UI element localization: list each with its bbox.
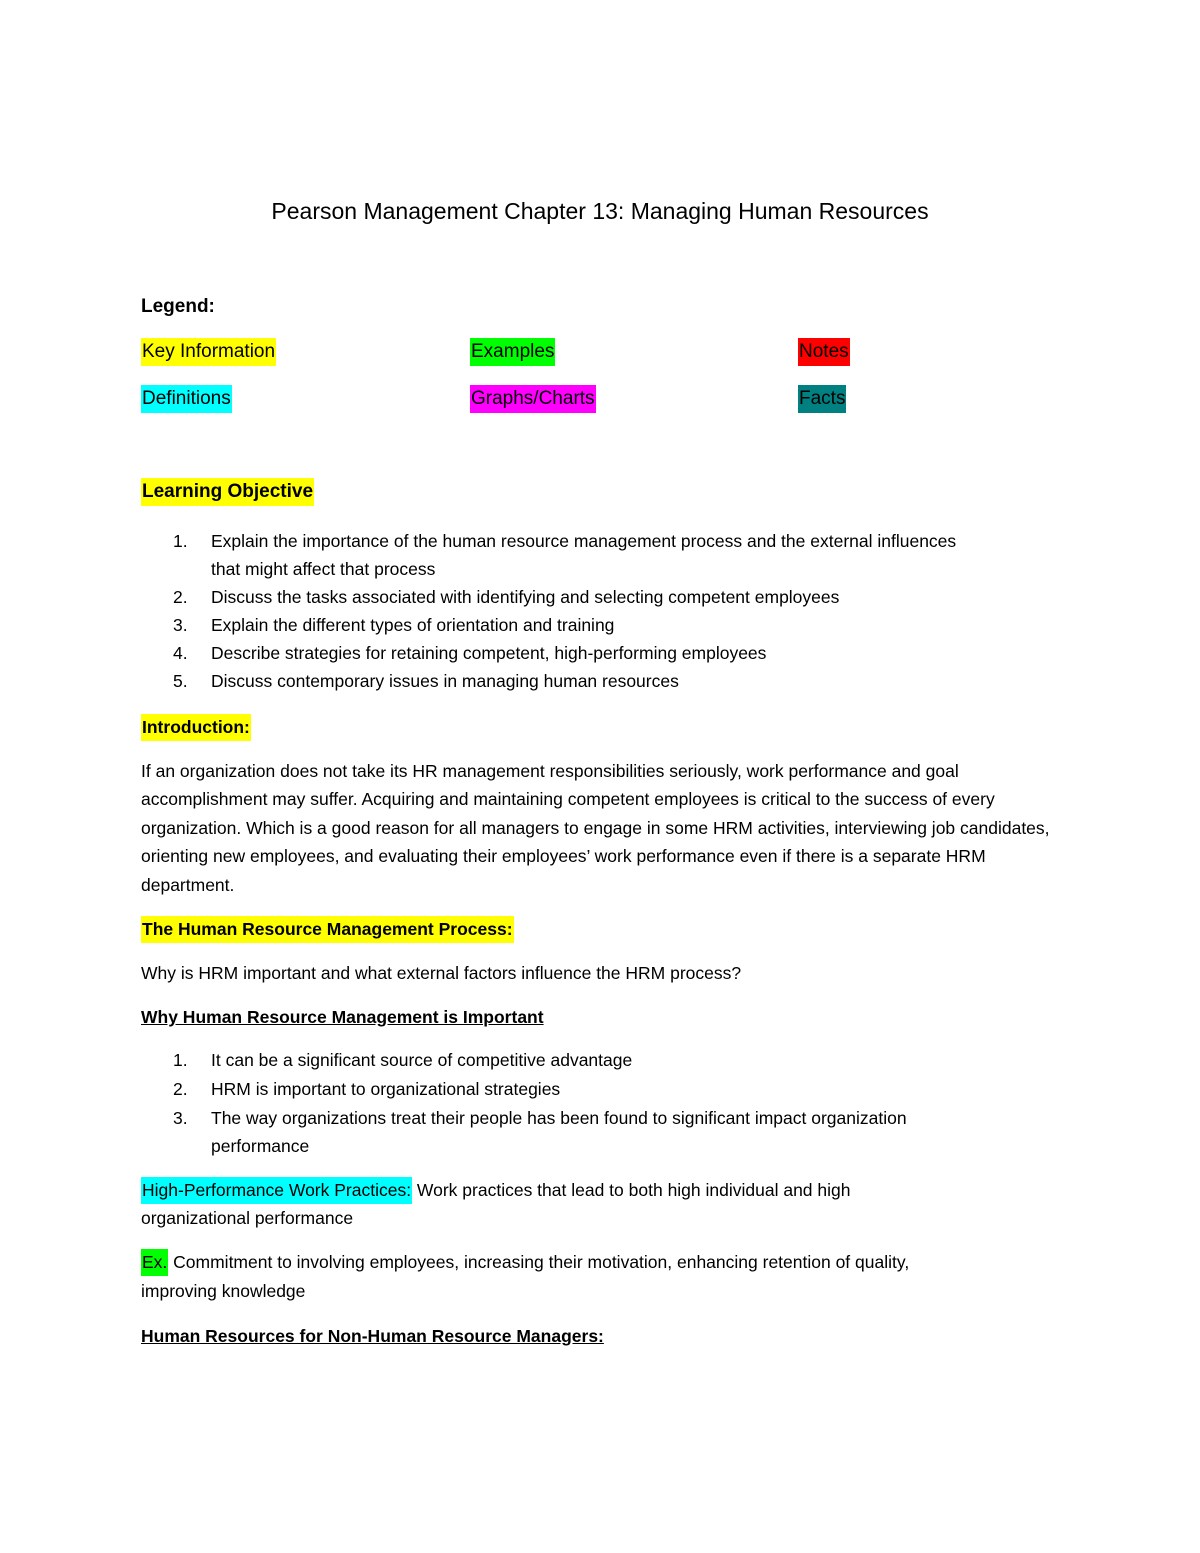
why-item-text: HRM is important to organizational strategies [211,1079,561,1099]
why-hrm-list [0,1046,1200,1166]
why-hrm-heading: Why Human Resource Management is Important [141,1007,544,1027]
why-item-text-continued: performance [211,1136,310,1156]
legend-notes [798,341,850,363]
legend-definitions-label: Definitions [141,385,232,413]
objective-text: Explain the importance of the human resource management process and the external influences [211,531,957,551]
why-item-number: 3. [173,1108,188,1128]
why-item-text: It can be a significant source of competitive advantage [211,1050,633,1070]
hpwp-term: High-Performance Work Practices: [141,1177,412,1204]
hrm-question: Why is HRM important and what external factors influence the HRM process? [141,963,742,983]
legend-key-information-label: Key Information [141,338,276,366]
legend-key-information [141,341,276,363]
hrm-process-heading [141,915,514,943]
example-label: Ex. [141,1249,168,1276]
objective-text: Describe strategies for retaining competent, high-performing employees [211,643,767,663]
learning-objective-heading [141,481,314,503]
legend-graphs-charts [470,388,596,410]
objective-number: 5. [173,671,188,691]
legend-graphs-charts-label: Graphs/Charts [470,385,596,413]
introduction-heading [141,713,251,741]
why-item-number: 2. [173,1079,188,1099]
objective-number: 2. [173,587,188,607]
introduction-paragraph: If an organization does not take its HR management responsibilities seriously, work performance and goal accomplishment may suffer. Acquiring and maintaining competent employees is critical to the success of every organization. Which is a good reason for all managers to engage in some HRM activities, interviewing job candidates, orienting new employees, and evaluating their employees’ work performance even if there is a separate HRM department. [141,761,1050,895]
learning-objective-heading-text: Learning Objective [141,478,314,506]
why-item-number: 1. [173,1050,188,1070]
example-text: Commitment to involving employees, increasing their motivation, enhancing retention of quality, [168,1252,910,1272]
legend-facts-label: Facts [798,385,846,413]
objective-number: 1. [173,531,188,551]
non-hr-managers-heading: Human Resources for Non-Human Resource Managers: [141,1326,604,1346]
legend-label: Legend: [141,296,215,317]
example-line-continued: improving knowledge [141,1281,306,1301]
legend-facts [798,388,846,410]
objective-text-continued: that might affect that process [211,559,436,579]
legend-examples [470,341,555,363]
objective-text: Discuss contemporary issues in managing human resources [211,671,679,691]
objectives-list [0,527,1200,697]
document-title: Pearson Management Chapter 13: Managing Human Resources [271,198,929,224]
objective-number: 4. [173,643,188,663]
legend-notes-label: Notes [798,338,850,366]
legend-definitions [141,388,232,410]
example-line [141,1248,909,1276]
objective-text: Explain the different types of orientation and training [211,615,615,635]
introduction-heading-text: Introduction: [141,714,251,741]
why-item-text: The way organizations treat their people has been found to significant impact organization [211,1108,907,1128]
objective-text: Discuss the tasks associated with identifying and selecting competent employees [211,587,840,607]
hrm-process-heading-text: The Human Resource Management Process: [141,916,514,943]
objective-number: 3. [173,615,188,635]
legend-examples-label: Examples [470,338,555,366]
hpwp-definition-text: Work practices that lead to both high individual and high [412,1180,851,1200]
hpwp-definition-continued: organizational performance [141,1208,354,1228]
hpwp-definition [141,1176,851,1204]
